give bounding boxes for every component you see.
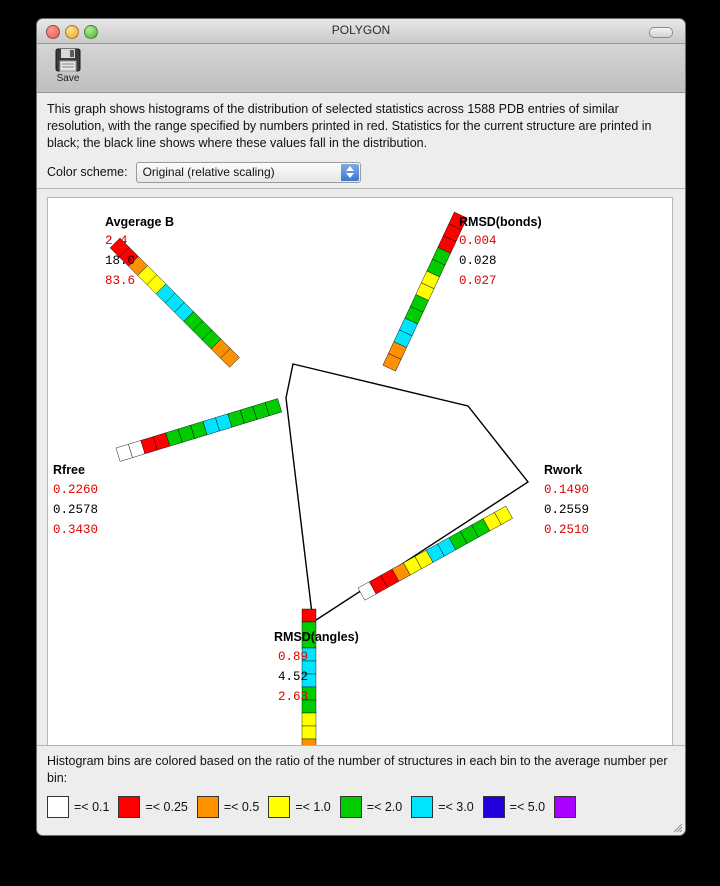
legend-swatch-cyan xyxy=(411,796,433,818)
color-scheme-select[interactable] xyxy=(136,162,361,183)
axis-bar-rwork xyxy=(358,506,513,600)
color-scheme-value: Original (relative scaling) xyxy=(142,165,275,179)
legend-item xyxy=(554,796,581,818)
axis-value-rfree: 0.2578 xyxy=(53,503,99,517)
color-scheme-label: Color scheme: xyxy=(47,165,128,179)
toolbar xyxy=(37,44,685,93)
legend-caption: =< 0.5 xyxy=(223,800,260,814)
axis-max-rmsd-angles: 2.63 xyxy=(278,690,309,704)
axis-max-avgerage-b: 83.6 xyxy=(105,274,136,288)
axis-min-avgerage-b: 2.4 xyxy=(105,234,128,248)
axis-min-rfree: 0.2260 xyxy=(53,483,99,497)
legend-swatch-purple xyxy=(554,796,576,818)
description-text: This graph shows histograms of the distribution of selected statistics across 1588 PDB entries of similar resolution, with the range specified by numbers printed in red. Statistics for the current structure are printed in black; the black line shows where these values fall in the distribution. xyxy=(37,93,685,156)
floppy-disk-icon xyxy=(54,46,82,74)
axis-value-avgerage-b: 18.0 xyxy=(105,254,136,268)
legend-swatch-orange xyxy=(197,796,219,818)
resize-grip[interactable] xyxy=(671,821,683,833)
polygon-plot-svg xyxy=(48,198,674,758)
save-button[interactable] xyxy=(45,46,91,84)
legend-item xyxy=(483,796,545,818)
axis-max-rwork: 0.2510 xyxy=(544,523,590,537)
legend-item xyxy=(411,796,473,818)
axis-max-rmsd-bonds: 0.027 xyxy=(459,274,497,288)
legend-item xyxy=(268,796,330,818)
axis-label-avgerage-b: Avgerage B xyxy=(105,215,175,229)
legend-caption: =< 0.25 xyxy=(145,800,188,814)
axis-min-rmsd-bonds: 0.004 xyxy=(459,234,497,248)
window-title: POLYGON xyxy=(331,23,391,37)
axis-label-rfree: Rfree xyxy=(53,463,85,477)
legend-panel xyxy=(37,745,685,835)
legend-swatch-yellow xyxy=(268,796,290,818)
axis-bar-rfree xyxy=(116,399,282,462)
toolbar-toggle-button[interactable] xyxy=(649,27,673,38)
legend-swatch-blue xyxy=(483,796,505,818)
legend-item xyxy=(47,796,109,818)
structure-value-polygon xyxy=(286,364,528,622)
legend-caption: =< 1.0 xyxy=(295,800,331,814)
application-window xyxy=(36,18,686,836)
legend-item xyxy=(118,796,187,818)
axis-min-rwork: 0.1490 xyxy=(544,483,590,497)
legend-caption: =< 0.1 xyxy=(74,800,110,814)
legend-item xyxy=(340,796,402,818)
legend-caption: =< 3.0 xyxy=(438,800,474,814)
axis-min-rmsd-angles: 0.89 xyxy=(278,650,309,664)
axis-value-rmsd-angles: 4.52 xyxy=(278,670,309,684)
legend-caption: =< 2.0 xyxy=(366,800,403,814)
legend-swatch-red xyxy=(118,796,140,818)
axis-label-rmsd-angles: RMSD(angles) xyxy=(274,630,359,644)
axis-value-rmsd-bonds: 0.028 xyxy=(459,254,497,268)
save-button-label: Save xyxy=(56,73,80,84)
axis-value-rwork: 0.2559 xyxy=(544,503,590,517)
axis-max-rfree: 0.3430 xyxy=(53,523,99,537)
axis-bar-rmsd-bonds xyxy=(383,212,467,371)
legend-item xyxy=(197,796,259,818)
legend-swatch-white xyxy=(47,796,69,818)
axis-label-rmsd-bonds: RMSD(bonds) xyxy=(459,215,542,229)
title-bar[interactable] xyxy=(37,19,685,44)
chevron-updown-icon xyxy=(341,164,359,181)
axis-label-rwork: Rwork xyxy=(544,463,583,477)
color-scheme-row xyxy=(37,156,685,189)
legend-caption: =< 5.0 xyxy=(509,800,546,814)
legend-description: Histogram bins are colored based on the ratio of the number of structures in each bin to the average number per bin: xyxy=(47,754,668,785)
legend-items xyxy=(47,796,675,818)
legend-swatch-green xyxy=(340,796,362,818)
polygon-plot xyxy=(47,197,673,757)
